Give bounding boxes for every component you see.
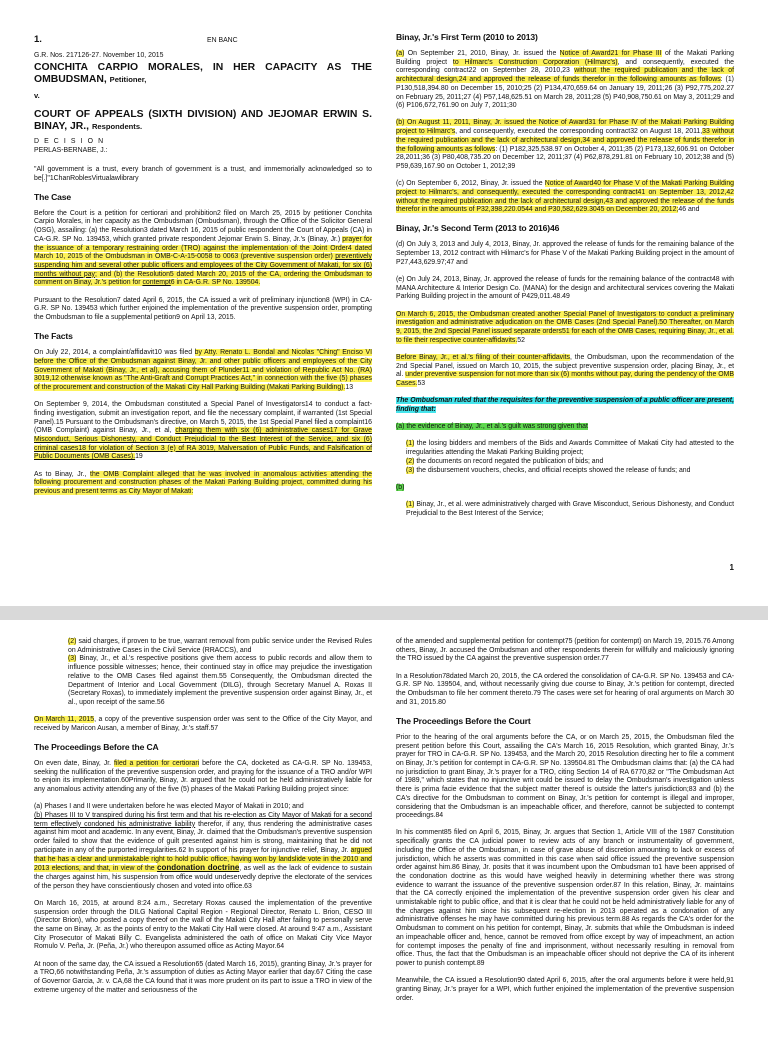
paragraph [34,716,372,733]
green-highlighted-text: (b) [396,483,405,491]
requisites-continued-list [58,638,372,708]
highlighted-text: Notice of Award40 for Phase V of the Makati Parking Building project to Hilmarc's, and consequently, executed the corresponding contract41 on September 13, 2012,42 without the required publication and the lack of architectural design,43 and approved the release of the funds therefor in the amounts of P32,398,220.0544 and P30,582,629.3045 on December 20, 2012; [396,180,734,214]
text: therefor, if any, thus rendering the administrative cases against him moot and academic. In any event, Binay, Jr. claimed that the Ombudsman's preventive suspension order failed to show that the evidence of guilt presented against him is strong, maintaining that he did not participate in any of the purported irregularities.62 In support of his prayer for injunctive relief, Binay, Jr. [34,820,372,854]
paragraph: Pursuant to the Resolution7 dated April 6, 2015, the CA issued a writ of preliminary injunction8 (WPI) in CA-G.R. SP No. 139453 which further enjoined the implementation of the preventive suspension order, prompting the Ombudsman to file a supplemental petition9 on April 13, 2015. [34,296,372,321]
paragraph [34,760,372,795]
text: , as well as the lack of evidence to sustain the charges against him, his suspension from office would undeservedly deprive the electorate of the services of the person they have conscientiously chosen and voted into office.63 [34,865,372,890]
decision-header [34,36,372,48]
requisites-list [396,440,734,475]
paragraph [396,423,734,432]
paragraph: (a) Phases I and II were undertaken before he was elected Mayor of Makati in 2010; and [34,803,304,811]
epigraph: "All government is a trust, every branch of government is a trust, and immemorially acknowledged so to be[.]"1ChanRoblesVirtualawlibrary [34,165,372,182]
highlighted-text: Notice of Award21 for Phase III [559,50,662,57]
highlighted-text: without the required publication and the lack of architectural design,24 and approved the release of funds therefor in the following amounts as follows [396,67,734,84]
paragraph [396,484,734,493]
paragraph [34,812,372,891]
gr-number: G.R. Nos. 217126-27. November 10, 2015 [34,52,164,59]
paragraph: In a Resolution78dated March 20, 2015, the CA ordered the consolidation of CA-G.R. SP No. 139453 and CA-G.R. SP No. 139504, and, without necessarily giving due course to Binay, Jr.'s petition for contempt, directed the Ombudsman to file her comment thereto.79 The cases were set for hearing of oral arguments on March 30 and 31, 2015.80 [396,672,734,706]
page-2 [0,606,768,1038]
list-item [68,655,372,707]
decision-label: D E C I S I O N [34,138,105,146]
green-highlighted-text: (a) the evidence of Binay, Jr., et al.'s guilt was strong given that [396,423,588,431]
highlighted-text: (3) [68,655,77,663]
page-2-right-column [396,638,734,1012]
paragraph: of the amended and supplemental petition for contempt75 (petition for contempt) on March 19, 2015.76 Among others, Binay, Jr. accused the Ombudsman and other respondents therein for willfully and maliciously ignoring the TRO issued by the CA against the preventive suspension order.77 [396,638,734,663]
list-item [406,458,734,467]
case-number: 1. [34,34,42,45]
text: 53 [417,380,426,388]
highlighted-text: (a) [396,50,405,57]
highlighted-text: argued that he has a clear and unmistakable right to hold public office, having won by landslide vote in the 2010 and 2013 elections, and that, in view of the [34,846,372,873]
text: and [686,206,700,214]
text: , a copy of the preventive suspension order was sent to the Office of the City Mayor, and received by Maricon Ausan, a member of Binay, Jr.'s staff.57 [34,716,372,732]
paragraph [396,397,734,414]
text: Before the Court is a petition for certiorari and prohibition2 filed on March 25, 2015 by petitioner Conchita Carpio Morales, in her capacity as the Ombudsman (Ombudsman), through the Office of the Solicitor General (OSG), assailing: (a) the Resolution3 dated March 16, 2015 of public respondent the Court of Appeals (CA) in CA-G.R. SP No. 139453, which granted private respondent Jejomar Erwin S. Binay, Jr.'s (Binay, Jr.) [34,209,372,243]
text: 52 [517,336,525,344]
highlighted-text: (1) [406,440,415,448]
paragraph: Prior to the hearing of the oral arguments before the CA, or on March 25, 2015, the Ombudsman filed the present petition before this Court, assailing the CA's March 16, 2015 Resolution, which granted Binay, Jr.'s prayer for TRO in CA-G.R. SP No. 139453, and the March 20, 2015 Resolution directing her to file a comment on Binay, Jr.'s petition for contempt in CA-G.R. SP No. 139504.81 The Ombudsman claims that: (a) the CA had no jurisdiction to grant Binay, Jr.'s prayer for a TRO, citing Section 14 of RA 6770,82 or "The Ombudsman Act of 1989," which states that no injunctive writ could be issued to delay the Ombudsman's investigation unless there is prima facie evidence that the subject matter thereof is outside the latter's jurisdiction;83 and (b) the CA's directive for the Ombudsman to comment on Binay, Jr.'s petition for contempt is illegal and improper, considering that the Ombudsman is an impeachable officer, and therefore, cannot be subjected to contempt proceedings.84 [396,733,734,820]
paragraph: Meanwhile, the CA issued a Resolution90 dated April 6, 2015, after the oral arguments before it were held,91 granting Binay, Jr.'s prayer for a WPI, which further enjoined the implementation of the preventive suspension order. [396,977,734,1002]
text: On July 22, 2014, a complaint/affidavit10 was filed [34,349,195,357]
paragraph [396,354,734,389]
court-division: EN BANC [207,37,238,44]
text: , and consequently, executed the corresponding contract32 on August 18, 2011, [455,128,703,136]
heading-the-facts: The Facts [34,331,73,342]
heading-second-term: Binay, Jr.'s Second Term (2013 to 2016)46 [396,223,560,234]
highlighted-text: ; and (b) the Resolution5 dated March 20, 2015 of the CA, ordering the Ombudsman to comment on Binay, Jr.'s petition for [34,270,372,287]
text: said charges, if proven to be true, warrant removal from public service under the Revised Rules on Administrative Cases in the Civil Service (RRACCS), and [68,638,372,654]
text: (c) On September 6, 2012, Binay, Jr. issued the [396,180,545,188]
text: 13 [345,383,354,391]
highlighted-text: On March 11, 2015 [34,716,95,724]
paragraph [34,349,372,393]
text: Binay, Jr., et al.'s respective positions give them access to public records and allow them to influence possible witnesses; hence, their continued stay in office may prejudice the investigation relative to the OMB Cases filed against them.55 Consequently, the Ombudsman directed the Department of Interior and Local Government (DILG), through Secretary Manuel A. Roxas II (Secretary Roxas), to immediately implement the preventive suspension order against Binay, Jr., et al., upon receipt of the same.56 [68,655,372,706]
paragraph: At noon of the same day, the CA issued a Resolution65 (dated March 16, 2015), granting Binay, Jr.'s prayer for a TRO,66 notwithstanding Peña, Jr.'s assumption of duties as Acting Mayor earlier that day.67 Citing the case of Governor Garcia, Jr. v. CA,68 the CA found that it was more prudent on its part to issue a TRO in view of the extreme urgency of the matter and seriousness of the [34,960,372,994]
highlighted-text: prayer for the issuance of a temporary restraining order (TRO) against the implementation of the Joint Order4 dated March 10, 2015 of the Ombudsman in OMB-C-A-15-0058 to 0063 (preventive suspension order) [34,235,372,261]
text: Binay, Jr., et al. were administratively charged with Grave Misconduct, Serious Dishonesty, and Conduct Prejudicial to the Best Interest of the Service; [406,500,734,517]
ponente: PERLAS-BERNABE, J.: [34,147,108,155]
page-2-left-column [34,638,372,1004]
text: the losing bidders and members of the Bids and Awards Committee of Makati City had attested to the irregularities attending the Makati Parking Building project; [406,440,734,457]
paragraph [34,471,372,497]
text: On September 9, 2014, the Ombudsman constituted a Special Panel of Investigators14 to conduct a fact-finding investigation, submit an investigation report, and file the necessary complaint, if warranted (1st Special Panel).15 Pursuant to the Ombudsman's directive, on March 5, 2015, the 1st Special Panel filed a complaint16 (OMB Complaint) against Binay, Jr., et al, [34,401,372,435]
paragraph [396,180,734,215]
heading-proceedings-ca: The Proceedings Before the CA [34,742,159,753]
respondent-name: COURT OF APPEALS (SIXTH DIVISION) AND JEJOMAR ERWIN S. BINAY, JR., [34,109,372,133]
highlighted-text: 33 without the required publication and the lack of architectural design,34 and approved the release of funds therefor in the following amounts as follows [396,128,734,153]
text: As to Binay, Jr., [34,470,91,478]
highlighted-underlined-text: condonation doctrine [157,863,240,873]
heading-first-term: Binay, Jr.'s First Term (2010 to 2013) [396,32,538,42]
text: before the CA, docketed as CA-G.R. SP No. 139453, seeking the nullification of the preventive suspension order, and praying for the issuance of a TRO and/or WPI to enjoin its implementation.60Primarily, Binay, Jr. argued that he could not be held administratively liable for any anomalous activity attending any of the five (5) phases of the Makati Parking Building project since: [34,760,372,794]
list-item [406,467,734,476]
text: , the Ombudsman, upon the recommendation of the 2nd Special Panel, issued on March 10, 2015, the subject preventive suspension order, placing Binay, Jr., et al. [396,353,734,379]
respondent-role: Respondents. [91,122,143,132]
paragraph: On March 16, 2015, at around 8:24 a.m., Secretary Roxas caused the implementation of the preventive suspension order through the DILG National Capital Region - Regional Director, Renato L. Brion, CESO III (Director Brion), who posted a copy thereof on the wall of the Makati City Hall after failing to personally serve the same on Binay, Jr. as the points of entry to the Makati City Hall were closed. At around 9:47 a.m., Assistant City Prosecutor of Makati Billy C. Evangelista administered the oath of office on Makati City Vice Mayor Romulo V. Peña, Jr. (Peña, Jr.) who thereupon assumed office as Acting Mayor.64 [34,899,372,951]
highlighted-underlined-text: contempt [142,279,171,287]
petitioner-name: CONCHITA CARPIO MORALES, IN HER CAPACITY AS THE OMBUDSMAN, [34,61,372,85]
paragraph [396,119,734,171]
highlighted-text: Before Binay, Jr., et al.'s filing of their counter-affidavits [396,353,570,361]
page-1-right-column [396,32,734,527]
highlighted-text: the OMB Complaint alleged that he was involved in anomalous activities attending the following procurement and construction phases of the Makati Parking Building project, committed during his previous and present terms as City Mayor of Makati: [34,470,372,495]
paragraph [34,401,372,462]
list-item [68,638,372,655]
paragraph [34,210,372,288]
respondent-title [34,109,372,133]
list-item [406,501,734,518]
highlighted-text: (2) [406,457,415,465]
highlighted-text: Notice of Award31 for Phase IV of the Makati Parking Building project to Hilmarc's [396,119,734,136]
text: : (1) P130,518,394.80 on December 15, 2010;25 (2) P134,470,659.64 on January 19, 2011;26 (3) P92,775,202.27 on February 25, 2011;27 (4) P57,148,625.51 on March 28, 2011;28 (5) P40,908,750.61 on May 3, 2011;29 and (6) P106,672,761.90 on July 7, 2011;30 [396,76,734,110]
requisites-b-list [396,501,734,518]
highlighted-text: On March 6, 2015, the Ombudsman created another Special Panel of Investigators to conduct a preliminary investigation and administrative adjudication on the OMB Cases (2nd Special Panel).50 Thereafter, on March 9, 2015, the 2nd Special Panel issued separate orders51 for each of the OMB Cases, requiring Binay, Jr., et al. to file their respective counter-affidavits. [396,310,734,344]
text: of the Makati Parking Building project [396,50,734,66]
heading-the-case: The Case [34,191,72,202]
text: : (1) P182,325,538.97 on October 4, 2011;35 (2) P173,132,606.91 on October 28,2011;36 (3) P80,408,735.20 on December 12, 2011;37 (4) P62,878,291.81 on February 10, 2012;38 and (5) P59,639,167.90 on October 1, 2012;39 [396,145,735,170]
highlighted-text: 6 in CA-G.R. SP No. 139504. [170,279,261,287]
paragraph [396,50,734,111]
petitioner-role: Petitioner, [109,74,147,84]
text: 19 [135,453,143,461]
highlighted-text: (3) [406,466,415,474]
petitioner-title [34,62,372,86]
text: On September 21, 2010, Binay, Jr. issued the [404,50,560,57]
paragraph [396,311,734,346]
text: the disbursement vouchers, checks, and official receipts showed the release of funds; and [414,466,691,474]
text: the documents on record negated the publication of bids; and [414,457,604,465]
paragraph: (d) On July 3, 2013 and July 4, 2013, Binay, Jr. approved the release of funds for the remaining balance of the September 13, 2012 contract with Hilmarc's for Phase V of the Makati Parking Building project in the amount of P27,443,629.97;47 and [396,241,734,266]
paragraph: (e) On July 24, 2013, Binay, Jr. approved the release of funds for the remaining balance of the contract48 with MANA Architecture & Interior Design Co. (MANA) for the design and architectural services covering the Makati Parking Building project in the amount of P429,011.48.49 [396,276,734,301]
highlighted-underlined-text: charging them with six (6) administrative cases17 for Grave Misconduct, Serious Dishonesty, and Conduct Prejudicial to the Best Interest of the Service, and six (6) criminal cases18 for violation of Section 3 (e) of RA 3019, Malversation of Public Funds, and Falsification of Public Documents (OMB Cases). [34,427,372,461]
versus: v. [34,90,40,100]
page-1-left-column [34,36,372,505]
text: , and consequently, executed the corresponding contract22 on September 28, 2010,23 [396,58,735,75]
highlighted-underlined-text: preventively suspending him and several other public officers and employees of the City Government of Makati, for six (6) months without pay [34,253,372,278]
highlighted-text: (b) On August 11, 2011, Binay, Jr. issued the [396,119,539,127]
highlighted-text: under preventive suspension for not more than six (6) months without pay, during the pendency of the OMB Cases. [396,371,734,388]
heading-proceedings-court: The Proceedings Before the Court [396,715,531,726]
text: 46 [678,206,687,214]
text: On even date, Binay, Jr. [34,760,114,768]
highlighted-text: by Atty. Renato L. Bondal and Nicolas "Ching" Enciso VI before the Office of the Ombudsman against Binay, Jr. and other public officers and employees of the City Government of Makati (Binay, Jr., et al), accusing them of Plunder11 and violation of Republic Act No. (RA) 3019,12 otherwise known as "The Anti-Graft and Corrupt Practices Act," in connection with the five (5) phases of the procurement and construction of the Makati City Hall Parking Building (Makati Parking Building). [34,349,373,391]
highlighted-text: (2) [68,638,77,645]
paragraph: In his comment85 filed on April 6, 2015, Binay, Jr. argues that Section 1, Article VIII of the 1987 Constitution specifically grants the CA judicial power to review acts of any branch or instrumentality of government, including the Office of the Ombudsman, in case of grave abuse of discretion amounting to lack or excess of jurisdiction, which he asserts was committed in this case when said office issued the preventive suspension order against him.86 Binay, Jr. posits that it was incumbent upon the Ombudsman to1 have been apprised of the condonation doctrine as this would have weighed heavily in determining whether there was strong evidence to warrant the issuance of the preventive suspension order.87 In this relation, Binay, Jr. maintains that the CA correctly enjoined the implementation of the preventive suspension order given his clear and unmistakable right to public office, and that it is clear that he could not be held administratively liable for any of the charges against him since his subsequent re-election in 2013 operated as a condonation of any administrative offenses he may have committed during his previous term.88 As regards the CA's order for the Ombudsman to comment on his petition for contempt, Binay, Jr. submits that while the Ombudsman is indeed an impeachable officer and, hence, cannot be removed from office except by way of impeachment, an action for contempt imposes the penalty of fine and imprisonment, without necessarily resulting in removal from office. Thus, the fact that the Ombudsman is an impeachable officer should not deprive the CA of its inherent power to punish contempt.89 [396,829,734,967]
highlighted-text: (1) [406,500,415,508]
underlined-text: (b) Phases III to V transpired during his first term and that his re-election as City Mayor of Makati for a second term effectively condoned his administrative liability [34,812,372,828]
list-item [406,440,734,457]
highlighted-text: filed a petition for certiorari [113,760,200,768]
highlighted-text: to Hilmarc's Construction Corporation (Hilmarc's) [452,58,618,66]
page-number: 1 [729,563,734,572]
cyan-highlighted-text: The Ombudsman ruled that the requisites for the preventive suspension of a public officer are present, finding that: [396,397,734,413]
